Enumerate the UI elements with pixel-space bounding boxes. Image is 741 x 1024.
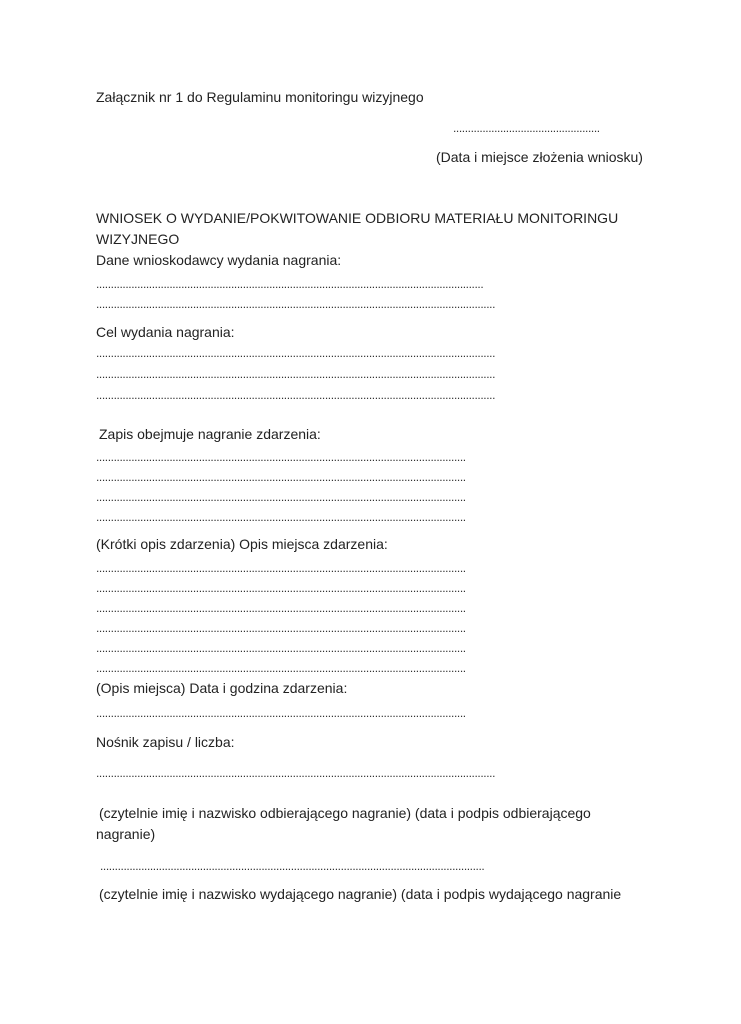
applicant-dots-line: ........................................................................................................................................: [96, 297, 496, 311]
event-description-dots-line: ..............................................................................................................................: [96, 641, 466, 655]
event-description-dots-line: ..............................................................................................................................: [96, 561, 466, 575]
applicant-label: Dane wnioskodawcy wydania nagrania:: [96, 252, 342, 268]
recording-dots-line: ..............................................................................................................................: [96, 470, 466, 484]
purpose-dots-line: ........................................................................................................................................: [96, 346, 496, 360]
form-title-line1: WNIOSEK O WYDANIE/POKWITOWANIE ODBIORU MATERIAŁU MONITORINGU: [96, 210, 619, 226]
form-title-line2: WIZYJNEGO: [96, 231, 180, 247]
date-place-label: (Data i miejsce złożenia wniosku): [436, 149, 643, 165]
event-description-dots-line: ..............................................................................................................................: [96, 581, 466, 595]
medium-dots-line: ........................................................................................................................................: [96, 766, 496, 780]
event-description-dots-line: ..............................................................................................................................: [96, 601, 466, 615]
event-description-dots-line: ..............................................................................................................................: [96, 661, 466, 675]
event-description-dots-line: ..............................................................................................................................: [96, 621, 466, 635]
medium-label: Nośnik zapisu / liczba:: [96, 734, 235, 750]
purpose-dots-line: ........................................................................................................................................: [96, 388, 496, 402]
attachment-title: Załącznik nr 1 do Regulaminu monitoringu wizyjnego: [96, 89, 424, 105]
recording-dots-line: ..............................................................................................................................: [96, 450, 466, 464]
event-datetime-dots-line: ..............................................................................................................................: [96, 706, 466, 720]
event-datetime-label: (Opis miejsca) Data i godzina zdarzenia:: [96, 680, 348, 696]
receiver-signature-caption-line1: (czytelnie imię i nazwisko odbierającego nagranie) (data i podpis odbierającego: [99, 805, 591, 821]
issuer-signature-dots-line: ...................................................................................................................................: [100, 859, 485, 873]
receiver-signature-caption-line2: nagranie): [96, 826, 156, 842]
purpose-dots-line: ........................................................................................................................................: [96, 367, 496, 381]
recording-dots-line: ..............................................................................................................................: [96, 490, 466, 504]
issuer-signature-caption: (czytelnie imię i nazwisko wydającego nagranie) (data i podpis wydającego nagranie: [99, 886, 622, 902]
date-place-dots: ..................................................: [453, 121, 600, 135]
purpose-label: Cel wydania nagrania:: [96, 324, 235, 340]
applicant-dots-line: ....................................................................................................................................: [96, 277, 484, 291]
recording-dots-line: ..............................................................................................................................: [96, 510, 466, 524]
event-description-label: (Krótki opis zdarzenia) Opis miejsca zdarzenia:: [96, 536, 388, 552]
recording-label: Zapis obejmuje nagranie zdarzenia:: [99, 426, 321, 442]
